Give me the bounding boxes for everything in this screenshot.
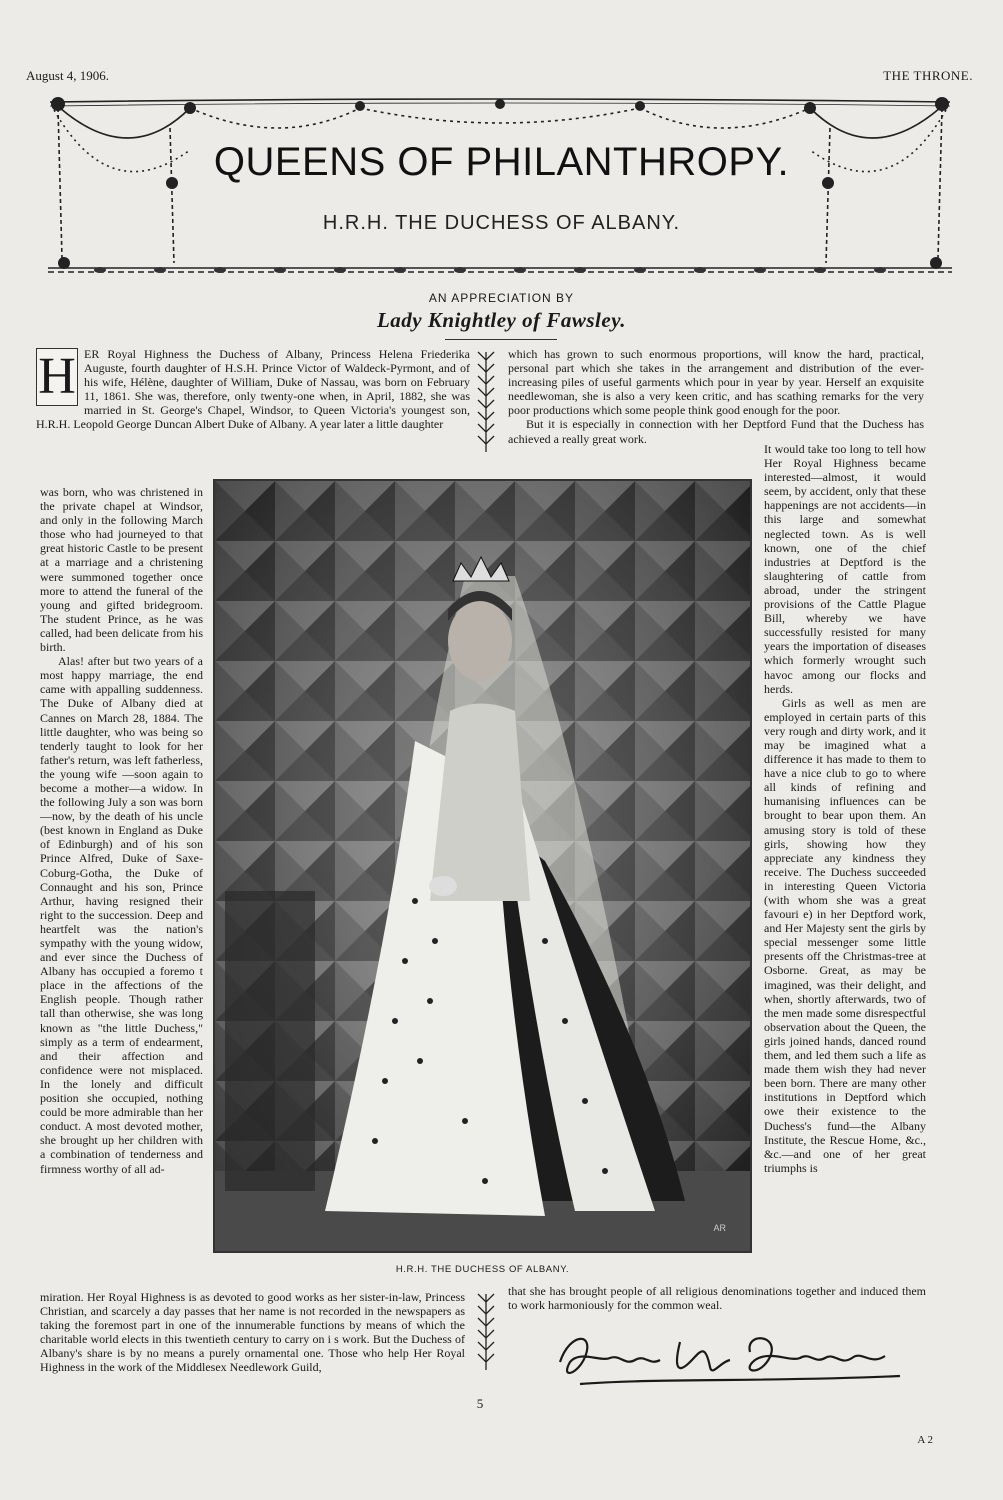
paragraph: ER Royal Highness the Duchess of Albany, Princess Helena Friederika Auguste, fourth daughter of H.S.H. Prince Victor of Waldeck-Pyrmont, and of his wife, Hélène, daughter of William, Duke of Nassau, was born on February 11, 1861. She was, therefore, only twenty-one when, in April, 1882, she was married in St. George's Chapel, Windsor, to Queen Victoria's youngest son, H.R.H. Leopold George Duncan Albert Duke of Albany. A year later a little daughter xyxy=(36,347,470,432)
article-column-left-top xyxy=(36,347,470,485)
paragraph: that she has brought people of all religious denominations together and induced them to work harmoniously for the common weal. xyxy=(508,1284,926,1313)
publication-name: THE THRONE. xyxy=(883,68,973,83)
article-column-right-narrow xyxy=(764,442,926,1284)
article-column-left-bottom xyxy=(40,1290,465,1380)
page-number: 5 xyxy=(476,1396,484,1411)
paragraph: Girls as well as men are employed in certain parts of this very rough and dirty work, and it may be imagined what a difference it has made to them to have a nice club to go to where all kinds of refining and humanising influences can be brought to bear upon them. An amusing story is told of these girls, showing how they appreciate any kindness they receive. The Duchess succeeded in interesting Queen Victoria (with whom she was a great favouri e) in her Deptford work, and Her Majesty sent the girls by special messenger some little presents off the Christmas-tree at Osborne. Great, as may be imagined, was their delight, and when, shortly afterwards, two of the men made some disrespectful observation about the Queen, the girls joined hands, danced round them, and led them such a life as made them wish they had never been born. There are many other institutions in Deptford which owe their existence to the Duchess's fund—the Albany Institute, the Rescue Home, &c., &c.—and one of her great triumphs is xyxy=(764,695,926,1175)
sheet-mark: A 2 xyxy=(917,1434,933,1446)
signature-image xyxy=(540,1322,920,1392)
article-title: QUEENS OF PHILANTHROPY. xyxy=(213,140,790,184)
paragraph: miration. Her Royal Highness is as devoted to good works as her sister-in-law, Princess Christian, and scarcely a day passes that her name is not recorded in the newspapers as taking the foremost part in one of the innumerable functions by means of which the charitable world elects in this twentieth century to carry on i s work. But the Duchess of Albany's share is by no means a purely ornamental one. Those who help Her Royal Highness in the work of the Middlesex Needlework Guild, xyxy=(40,1290,465,1375)
author-divider xyxy=(445,339,557,340)
paragraph: It would take too long to tell how Her Royal Highness became interested—almost, it would seem, by accident, only that these happenings are not accidents—in this large and somewhat neglected town. As is well known, one of the chief industries at Deptford is the slaughtering of cattle from abroad, under the stringent provisions of the Cattle Plague Bill, whereby we have successfully resisted for many years the importation of diseases which formerly wrought such havoc among our flocks and herds. xyxy=(764,442,926,696)
byline-intro: AN APPRECIATION BY xyxy=(428,291,575,305)
portrait-image xyxy=(215,481,750,1251)
author-name: Lady Knightley of Fawsley. xyxy=(376,308,627,332)
photo-caption: H.R.H. THE DUCHESS OF ALBANY. xyxy=(395,1264,570,1275)
paragraph: But it is especially in connection with her Deptford Fund that the Duchess has achieved a really great work. xyxy=(508,417,924,446)
portrait-photograph xyxy=(213,479,752,1253)
article-column-left-narrow xyxy=(40,485,203,1290)
issue-date: August 4, 1906. xyxy=(26,68,110,83)
article-subtitle: H.R.H. THE DUCHESS OF ALBANY. xyxy=(322,212,681,234)
paragraph: was born, who was christened in the private chapel at Windsor, and only in the following March those who had journeyed to that great historic Castle to be present at a marriage and a christening were summoned together once more to attend the funeral of the young and gifted bridegroom. The student Prince, as he was called, had been delicate from his birth. xyxy=(40,485,203,655)
author-signature xyxy=(540,1322,920,1392)
paragraph: Alas! after but two years of a most happy marriage, the end came with appalling suddenness. The Duke of Albany died at Cannes on March 28, 1884. The little daughter, who was being so tenderly taught to look for her father's return, was left fatherless, the young wife —soon again to become a mother—a widow. In the following July a son was born—now, by the death of his uncle (best known in England as Duke of Edinburgh) and of his son Prince Alfred, Duke of Saxe-Coburg-Gotha, the Duke of Connaught and his son, Prince Arthur, having resigned their right to the succession. Deep and heartfelt was the nation's sympathy with the young widow, and ever since the Duchess of Albany has occupied a foremo t place in the affections of the English people. Though rather tall than otherwise, she was long known as "the little Duchess," simply as a term of endearment, and their affection and confidence were not misplaced. In the lonely and difficult position she occupied, nothing could be more admirable than her conduct. A most devoted mother, she brought up her children with a combination of tenderness and firmness worthy of all ad- xyxy=(40,654,203,1176)
article-column-right-bottom xyxy=(508,1284,926,1314)
photo-monogram: AR xyxy=(713,1223,726,1233)
vine-divider-top xyxy=(474,348,498,458)
paragraph: which has grown to such enormous proportions, will know the hard, practical, personal part which she takes in the arrangement and distribution of the ever-increasing piles of useful garments which pour in year by year. Herself an exquisite needlewoman, she is also a very keen critic, and has scathing remarks for the very poor productions which some people think good enough for the poor. xyxy=(508,347,924,418)
drop-cap: H xyxy=(36,348,78,406)
ornamental-garland-banner xyxy=(40,88,960,288)
vine-divider-bottom xyxy=(474,1290,498,1380)
